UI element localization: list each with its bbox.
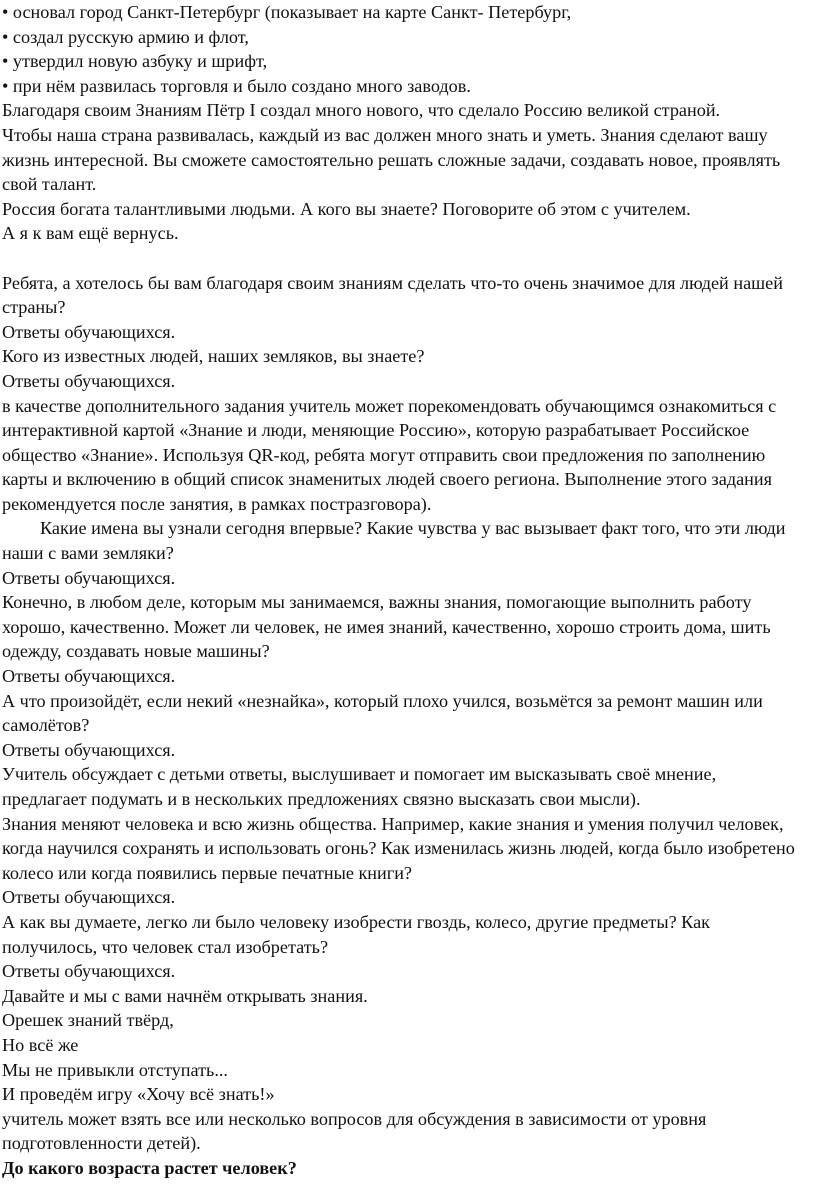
text-line: А что произойдёт, если некий «незнайка», который плохо учился, возьмётся за ремонт машин или — [2, 690, 763, 711]
text-line: рекомендуется после занятия, в рамках постразговора). — [2, 493, 432, 514]
text-line: Учитель обсуждает с детьми ответы, выслушивает и помогает им высказывать своё мнение, — [2, 764, 717, 785]
text-line: предлагает подумать и в нескольких предложениях связно высказать свои мысли). — [2, 789, 641, 809]
text-line: в качестве дополнительного задания учитель может порекомендовать обучающимся ознакомиться с — [2, 395, 777, 416]
text-line-indented: Какие имена вы узнали сегодня впервые? Какие чувства у вас вызывает факт того, что эти люди — [40, 518, 786, 539]
text-line: Ответы обучающихся. — [2, 567, 176, 588]
text-line: А я к вам ещё вернусь. — [2, 223, 179, 244]
blank-line — [2, 246, 816, 271]
text-line: самолётов? — [2, 715, 90, 736]
text-line: колесо или когда появились первые печатные книги? — [2, 862, 413, 883]
text-line: Ответы обучающихся. — [2, 666, 176, 687]
text-line: страны? — [2, 297, 66, 318]
poem-line: Орешек знаний твёрд, — [2, 1010, 174, 1031]
text-line: Ответы обучающихся. — [2, 961, 176, 982]
text-line: получилось, что человек стал изобретать? — [2, 936, 329, 957]
text-line: И проведём игру «Хочу всё знать!» — [2, 1084, 275, 1105]
text-line: одежду, создавать новые машины? — [2, 641, 270, 662]
text-line: интерактивной картой «Знание и люди, меняющие Россию», которую разрабатывает Российское — [2, 420, 750, 441]
text-line: • создал русскую армию и флот, — [2, 26, 249, 47]
text-line: Ответы обучающихся. — [2, 370, 176, 391]
poem-line: Но всё же — [2, 1034, 79, 1055]
text-line: учитель может взять все или несколько вопросов для обсуждения в зависимости от уровня — [2, 1108, 707, 1129]
text-line: Кого из известных людей, наших земляков, вы знаете? — [2, 346, 425, 367]
text-line: Давайте и мы с вами начнём открывать знания. — [2, 985, 368, 1006]
text-line: • при нём развилась торговля и было создано много заводов. — [2, 75, 471, 96]
text-line: • основал город Санкт-Петербург (показывает на карте Санкт- Петербург, — [2, 2, 572, 22]
text-line: Ответы обучающихся. — [2, 887, 176, 908]
text-line: свой талант. — [2, 174, 97, 195]
text-line: Чтобы наша страна развивалась, каждый из вас должен много знать и уметь. Знания сделают вашу — [2, 124, 768, 145]
text-line: Знания меняют человека и всю жизнь общества. Например, какие знания и умения получил человек, — [2, 813, 784, 834]
poem-line: Мы не привыкли отступать... — [2, 1059, 228, 1080]
text-line: хорошо, качественно. Может ли человек, не имея знаний, качественно, хорошо строить дома, шить — [2, 616, 771, 637]
text-line: Ответы обучающихся. — [2, 739, 176, 760]
text-line: Россия богата талантливыми людьми. А кого вы знаете? Поговорите об этом с учителем. — [2, 198, 691, 219]
text-line: подготовленности детей). — [2, 1133, 201, 1154]
text-line: Благодаря своим Знаниям Пётр I создал много нового, что сделало Россию великой страной. — [2, 100, 721, 121]
text-line: общество «Знание». Используя QR-код, ребята могут отправить свои предложения по заполнению — [2, 444, 766, 465]
text-line: когда научился сохранять и использовать огонь? Как изменилась жизнь людей, когда было изобретено — [2, 838, 795, 859]
text-line: А как вы думаете, легко ли было человеку изобрести гвоздь, колесо, другие предметы? Как — [2, 911, 710, 932]
text-line: жизнь интересной. Вы сможете самостоятельно решать сложные задачи, создавать новое, проявлять — [2, 149, 781, 170]
text-line: карты и включению в общий список знаменитых людей своего региона. Выполнение этого задания — [2, 469, 772, 490]
text-line: Конечно, в любом деле, которым мы занимаемся, важны знания, помогающие выполнить работу — [2, 592, 752, 613]
text-line: Ребята, а хотелось бы вам благодаря своим знаниям сделать что-то очень значимое для людей нашей — [2, 272, 783, 293]
text-line: Ответы обучающихся. — [2, 321, 176, 342]
question-heading: До какого возраста растет человек? — [2, 1157, 297, 1178]
text-line: • утвердил новую азбуку и шрифт, — [2, 51, 268, 72]
text-line: наши с вами земляки? — [2, 543, 174, 564]
